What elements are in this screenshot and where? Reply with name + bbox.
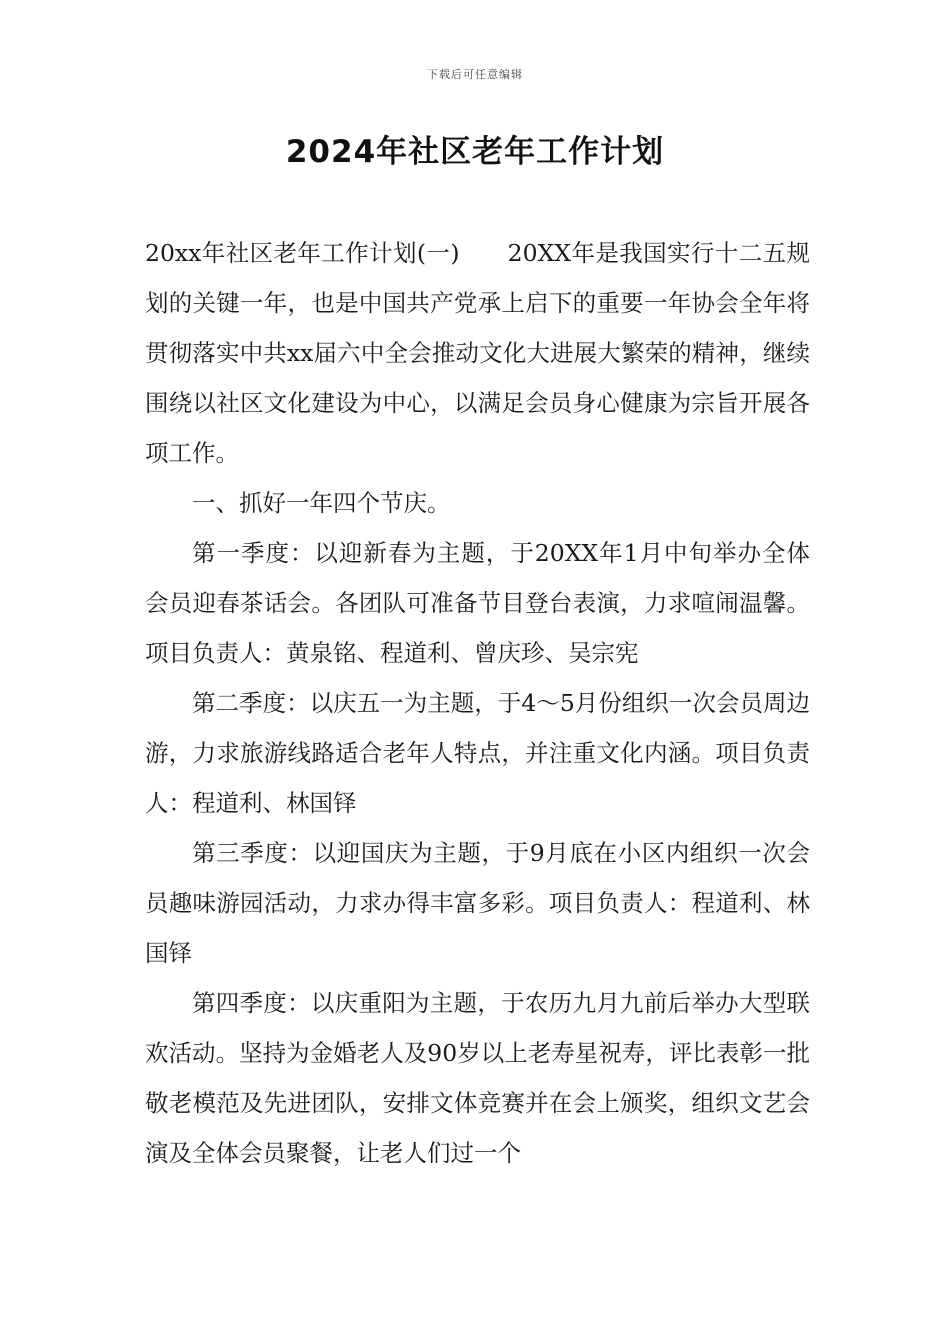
section-heading: 一、抓好一年四个节庆。 [192, 489, 451, 517]
quarter-two-paragraph: 第二季度：以庆五一为主题，于4～5月份组织一次会员周边游，力求旅游线路适合老年人特点，并注重文化内涵。项目负责人：程道利、林国铎 [145, 689, 810, 817]
quarter-one-paragraph: 第一季度：以迎新春为主题，于20XX年1月中旬举办全体会员迎春茶话会。各团队可准备节目登台表演，力求喧闹温馨。项目负责人：黄泉铭、程道利、曾庆珍、吴宗宪 [145, 539, 810, 667]
document-title: 2024年社区老年工作计划 [285, 134, 665, 170]
intro-paragraph: 20xx年社区老年工作计划(一) 20XX年是我国实行十二五规划的关键一年，也是中国共产党承上启下的重要一年协会全年将贯彻落实中共xx届六中全会推动文化大进展大繁荣的精神，继续围绕以社区文化建设为中心，以满足会员身心健康为宗旨开展各项工作。 [145, 239, 810, 467]
document-body [145, 228, 810, 1178]
quarter-three-paragraph: 第三季度：以迎国庆为主题，于9月底在小区内组织一次会员趣味游园活动，力求办得丰富多彩。项目负责人：程道利、林国铎 [145, 839, 810, 967]
header-note: 下载后可任意编辑 [427, 68, 523, 81]
quarter-four-paragraph: 第四季度：以庆重阳为主题，于农历九月九前后举办大型联欢活动。坚持为金婚老人及90岁以上老寿星祝寿，评比表彰一批敬老模范及先进团队，安排文体竞赛并在会上颁奖，组织文艺会演及全体会员聚餐，让老人们过一个 [145, 989, 810, 1167]
